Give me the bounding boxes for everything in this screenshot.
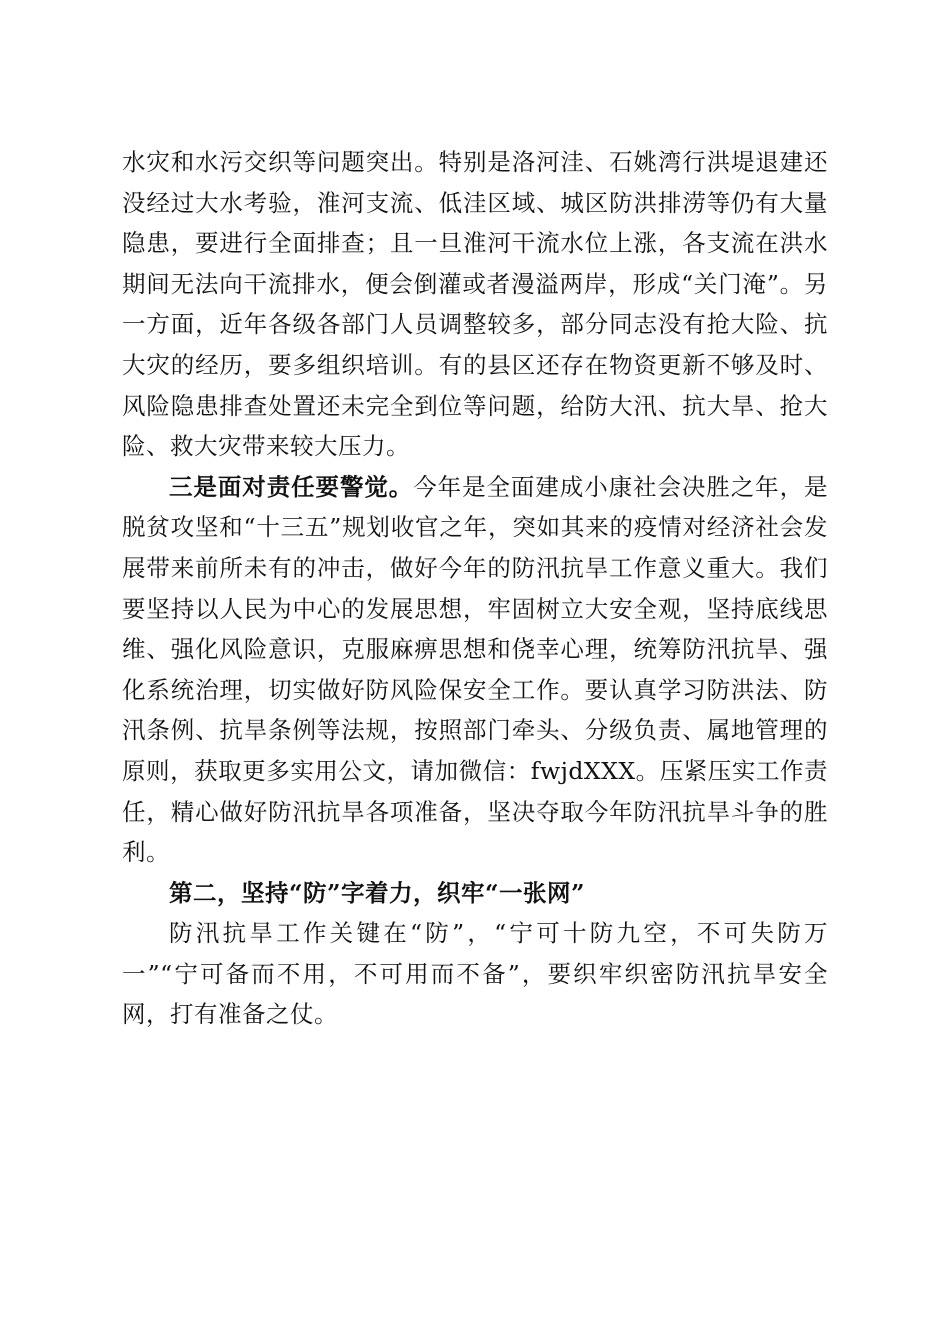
paragraph-4-text: 防汛抗旱工作关键在“防”，“宁可十防九空，不可失防万一”“宁可备而不用，不可用而不备”，要织牢织密防汛抗旱安全网，打有准备之仗。 [122, 919, 828, 1029]
paragraph-2 [122, 467, 828, 873]
paragraph-4 [122, 913, 828, 1035]
section-heading [122, 873, 828, 914]
paragraph-2-lead: 三是面对责任要警觉。 [169, 472, 414, 501]
paragraph-2-text: 今年是全面建成小康社会决胜之年，是脱贫攻坚和“十三五”规划收官之年，突如其来的疫情对经济社会发展带来前所未有的冲击，做好今年的防汛抗旱工作意义重大。我们要坚持以人民为中心的发展思想，牢固树立大安全观，坚持底线思维、强化风险意识，克服麻痹思想和侥幸心理，统筹防汛抗旱、强化系统治理，切实做好防风险保安全工作。要认真学习防洪法、防汛条例、抗旱条例等法规，按照部门牵头、分级负责、属地管理的原则，获取更多实用公文，请加微信：fwjdXXX。压紧压实工作责任，精心做好防汛抗旱各项准备，坚决夺取今年防汛抗旱斗争的胜利。 [122, 472, 829, 867]
section-heading-text: 第二，坚持“防”字着力，织牢“一张网” [169, 878, 586, 907]
paragraph-1 [122, 142, 828, 467]
paragraph-1-text: 水灾和水污交织等问题突出。特别是洛河洼、石姚湾行洪堤退建还没经过大水考验，淮河支流、低洼区域、城区防洪排涝等仍有大量隐患，要进行全面排查；且一旦淮河干流水位上涨，各支流在洪水期间无法向干流排水，便会倒灌或者漫溢两岸，形成“关门淹”。另一方面，近年各级各部门人员调整较多，部分同志没有抢大险、抗大灾的经历，要多组织培训。有的县区还存在物资更新不够及时、风险隐患排查处置还未完全到位等问题，给防大汛、抗大旱、抢大险、救大灾带来较大压力。 [122, 148, 828, 461]
document-page [122, 142, 828, 1035]
